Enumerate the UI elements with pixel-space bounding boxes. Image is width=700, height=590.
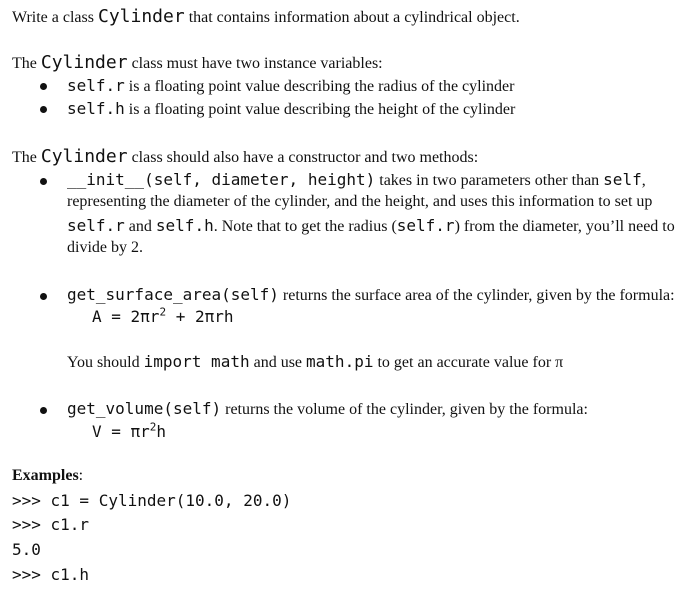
example-line: >>> c1 = Cylinder(10.0, 20.0) — [12, 491, 292, 510]
surface-line — [67, 285, 675, 305]
variable-desc-h: is a floating point value describing the height of the cylinder — [124, 101, 516, 118]
variables-intro-post: class must have two instance variables: — [127, 55, 383, 72]
bullet-icon — [40, 106, 47, 113]
volume-formula — [92, 422, 166, 441]
examples-heading — [12, 467, 83, 485]
methods-intro-class: Cylinder — [40, 146, 128, 167]
volume-signature: get_volume(self) — [67, 399, 222, 418]
init-text-3: . Note that to get the radius ( — [213, 218, 397, 235]
surface-note-pi: math.pi — [306, 352, 374, 371]
example-line: >>> c1.r — [12, 515, 90, 534]
init-code-self-r-2: self.r — [396, 216, 455, 235]
variable-code-r: self.r — [67, 76, 125, 95]
init-signature: __init__(self, diameter, height) — [67, 170, 376, 189]
surface-note-import: import math — [143, 352, 250, 371]
surface-formula-main: A = 2πr — [92, 307, 160, 326]
surface-formula-exponent: 2 — [159, 305, 167, 319]
example-line: 5.0 — [12, 540, 41, 559]
init-text-2: representing the diameter of the cylinder, and the height, and uses this information to set up — [67, 193, 653, 210]
examples-heading-colon: : — [78, 467, 84, 484]
surface-note-post: to get an accurate value for π — [373, 354, 564, 371]
volume-formula-exponent: 2 — [149, 420, 157, 434]
methods-intro-pre: The — [12, 149, 41, 166]
bullet-icon — [40, 178, 47, 185]
init-line-2 — [67, 193, 652, 211]
title-text-end: that contains information about a cylindrical object. — [184, 9, 520, 26]
volume-formula-tail: h — [156, 422, 167, 441]
methods-intro-post: class should also have a constructor and two methods: — [127, 149, 479, 166]
init-code-self-h: self.h — [155, 216, 214, 235]
surface-formula — [92, 307, 234, 326]
bullet-icon — [40, 293, 47, 300]
variable-item-h — [67, 99, 515, 119]
init-self-code: self — [603, 170, 642, 189]
surface-formula-tail: + 2πrh — [166, 307, 234, 326]
init-text-4: divide by 2. — [67, 239, 143, 256]
surface-note-mid: and use — [249, 354, 307, 371]
surface-note-pre: You should — [67, 354, 144, 371]
example-line: >>> c1.h — [12, 565, 90, 584]
surface-note — [67, 352, 563, 372]
init-text-3-end: ) from the diameter, you’ll need to — [454, 218, 675, 235]
volume-formula-main: V = πr — [92, 422, 150, 441]
variable-code-h: self.h — [67, 99, 125, 118]
variable-desc-r: is a floating point value describing the radius of the cylinder — [124, 78, 515, 95]
init-text-1-end: , — [641, 172, 646, 189]
methods-intro — [12, 146, 478, 167]
init-line-1 — [67, 170, 646, 190]
volume-line — [67, 399, 588, 419]
surface-text: returns the surface area of the cylinder, given by the formula: — [278, 287, 675, 304]
init-text-and: and — [124, 218, 156, 235]
examples-heading-text: Examples — [12, 467, 79, 484]
init-code-self-r: self.r — [67, 216, 125, 235]
title-class-name: Cylinder — [97, 6, 185, 27]
init-text-1: takes in two parameters other than — [375, 172, 604, 189]
surface-signature: get_surface_area(self) — [67, 285, 279, 304]
variables-intro — [12, 52, 383, 73]
volume-text: returns the volume of the cylinder, given by the formula: — [221, 401, 588, 418]
bullet-icon — [40, 83, 47, 90]
title-line — [12, 6, 520, 27]
variables-intro-class: Cylinder — [40, 52, 128, 73]
variables-intro-pre: The — [12, 55, 41, 72]
init-line-3 — [67, 216, 675, 236]
bullet-icon — [40, 407, 47, 414]
title-text: Write a class — [12, 9, 98, 26]
init-line-4 — [67, 239, 143, 257]
variable-item-r — [67, 76, 514, 96]
